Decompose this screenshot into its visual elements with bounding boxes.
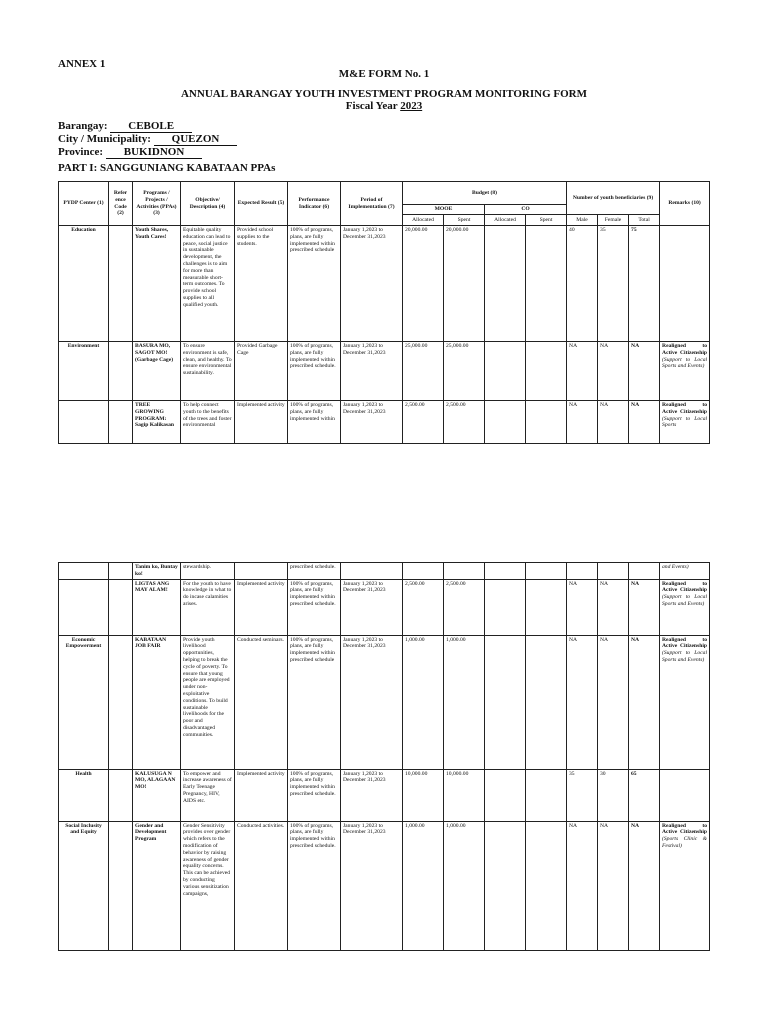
objective-cell: For the youth to have knowledge in what to do incase calamities arises. <box>181 579 235 635</box>
co-allocated-cell <box>485 579 526 635</box>
co-spent-cell <box>526 579 567 635</box>
period-cell <box>341 563 403 580</box>
performance-indicator-cell: 100% of programs, plans, are fully implemented within prescribed schedule. <box>288 769 341 821</box>
total-count-cell: NA <box>629 342 660 401</box>
mooe-spent-cell: 2,500.00 <box>444 401 485 444</box>
remarks-cell <box>660 563 710 580</box>
ppa-cell: Tanim ko, Buntay ko! <box>133 563 181 580</box>
mooe-spent-cell: 2,500.00 <box>444 579 485 635</box>
male-count-cell: NA <box>567 635 598 769</box>
location-block <box>58 120 237 159</box>
pydp-center-cell: Health <box>59 769 109 821</box>
remarks-cell <box>660 579 710 635</box>
pydp-center-cell: Education <box>59 226 109 342</box>
header-total: Total <box>629 215 660 226</box>
mooe-spent-cell: 10,000.00 <box>444 769 485 821</box>
pydp-center-cell: Environment <box>59 342 109 401</box>
annex-label: ANNEX 1 <box>58 58 106 70</box>
remarks-note: (Support to Local Sports and Events) <box>662 650 707 663</box>
ppa-cell: KABATAAN JOB FAIR <box>133 635 181 769</box>
ref-code-cell <box>109 821 133 950</box>
header-center: PYDP Center (1) <box>59 182 109 226</box>
period-cell: January 1,2023 to December 31,2023 <box>341 401 403 444</box>
performance-indicator-cell: 100% of programs, plans, are fully implemented within prescribed schedule <box>288 635 341 769</box>
performance-indicator-cell: 100% of programs, plans, are fully implemented within prescribed schedule <box>288 226 341 342</box>
header-co-spent: Spent <box>526 215 567 226</box>
city-value: QUEZON <box>154 133 238 146</box>
co-spent-cell <box>526 342 567 401</box>
province-label: Province: <box>58 146 104 158</box>
period-cell: January 1,2023 to December 31,2023 <box>341 821 403 950</box>
expected-result-cell: Implemented activity <box>235 769 288 821</box>
header-mooe-allocated: Allocated <box>403 215 444 226</box>
fiscal-year-line <box>0 100 768 112</box>
total-count-cell: NA <box>629 821 660 950</box>
header-female: Female <box>598 215 629 226</box>
header-indicator: Performance Indicator (6) <box>288 182 341 226</box>
form-title: ANNUAL BARANGAY YOUTH INVESTMENT PROGRAM MONITORING FORM <box>180 88 587 100</box>
total-count-cell: NA <box>629 579 660 635</box>
male-count-cell: NA <box>567 579 598 635</box>
co-allocated-cell <box>485 401 526 444</box>
co-spent-cell <box>526 821 567 950</box>
table-row <box>59 769 710 821</box>
objective-cell: Gender Sensitivity provides over gender which refers to the modification of behavior by raising awareness of gender equality concerns. This can be achieved by conducting various sensitization campaigns, <box>181 821 235 950</box>
male-count-cell: NA <box>567 821 598 950</box>
performance-indicator-cell: 100% of programs, plans, are fully implemented within <box>288 401 341 444</box>
header-result: Expected Result (5) <box>235 182 288 226</box>
period-cell: January 1,2023 to December 31,2023 <box>341 342 403 401</box>
pydp-center-cell <box>59 563 109 580</box>
period-cell: January 1,2023 to December 31,2023 <box>341 226 403 342</box>
period-cell: January 1,2023 to December 31,2023 <box>341 769 403 821</box>
remarks-note: (Support to Local Sports and Events) <box>662 594 707 607</box>
province-line <box>58 146 237 159</box>
ref-code-cell <box>109 563 133 580</box>
expected-result-cell: Provided Garbage Cage <box>235 342 288 401</box>
male-count-cell <box>567 563 598 580</box>
male-count-cell: NA <box>567 401 598 444</box>
city-label: City / Municipality: <box>58 133 151 145</box>
remarks-main: Realigned to Active Citizenship <box>662 402 708 415</box>
city-line <box>58 133 237 146</box>
remarks-main: Realigned to Active Citizenship <box>662 822 707 836</box>
total-count-cell: NA <box>629 401 660 444</box>
remarks-note: (Support to Local Sports <box>662 415 708 429</box>
co-allocated-cell <box>485 635 526 769</box>
expected-result-cell: Conducted seminars. <box>235 635 288 769</box>
mooe-allocated-cell: 1,000.00 <box>403 821 444 950</box>
total-count-cell: 75 <box>629 226 660 342</box>
fiscal-year-label: Fiscal Year <box>345 100 398 112</box>
mooe-allocated-cell: 20,000.00 <box>403 226 444 342</box>
mooe-allocated-cell: 2,500.00 <box>403 401 444 444</box>
ppa-cell: KALUSUGA N MO, ALAGAAN MO! <box>133 769 181 821</box>
co-spent-cell <box>526 635 567 769</box>
total-count-cell: 65 <box>629 769 660 821</box>
co-spent-cell <box>526 226 567 342</box>
header-objective: Objective/ Description (4) <box>181 182 235 226</box>
remarks-note: and Events) <box>662 564 689 570</box>
male-count-cell: NA <box>567 342 598 401</box>
co-spent-cell <box>526 401 567 444</box>
ref-code-cell <box>109 226 133 342</box>
female-count-cell: 35 <box>598 226 629 342</box>
objective-cell: To help connect youth to the benefits of the trees and foster environmental <box>181 401 235 444</box>
barangay-line <box>58 120 237 133</box>
part-title: PART I: SANGGUNIANG KABATAAN PPAs <box>58 162 276 174</box>
header-beneficiaries: Number of youth beneficiaries (9) <box>567 182 660 215</box>
remarks-main: Realigned to Active Citizenship <box>662 343 708 356</box>
mooe-spent-cell <box>444 563 485 580</box>
table-row <box>59 821 710 950</box>
co-allocated-cell <box>485 563 526 580</box>
header-co: CO <box>485 205 567 215</box>
female-count-cell <box>598 563 629 580</box>
header-remarks: Remarks (10) <box>660 182 710 226</box>
period-cell: January 1,2023 to December 31,2023 <box>341 579 403 635</box>
mooe-allocated-cell: 1,000.00 <box>403 635 444 769</box>
table-row <box>59 226 710 342</box>
ref-code-cell <box>109 401 133 444</box>
mooe-allocated-cell: 10,000.00 <box>403 769 444 821</box>
female-count-cell: NA <box>598 401 629 444</box>
ref-code-cell <box>109 635 133 769</box>
ppa-cell: Youth Shares, Youth Cares! <box>133 226 181 342</box>
remarks-cell <box>660 821 710 950</box>
total-count-cell: NA <box>629 635 660 769</box>
female-count-cell: NA <box>598 579 629 635</box>
ppa-table-page2 <box>58 562 710 951</box>
ppa-cell: Gender and Development Program <box>133 821 181 950</box>
male-count-cell: 40 <box>567 226 598 342</box>
pydp-center-cell <box>59 401 109 444</box>
remarks-cell <box>660 342 710 401</box>
female-count-cell: NA <box>598 821 629 950</box>
female-count-cell: NA <box>598 635 629 769</box>
co-allocated-cell <box>485 226 526 342</box>
ppa-table-page1 <box>58 181 710 444</box>
remarks-cell <box>660 635 710 769</box>
table-row <box>59 401 710 444</box>
remarks-main: Realigned to Active Citizenship <box>662 636 707 650</box>
total-count-cell <box>629 563 660 580</box>
objective-cell: To empower and increase awareness of Early Teenage Pregnancy, HIV, AIDS etc. <box>181 769 235 821</box>
performance-indicator-cell: prescribed schedule. <box>288 563 341 580</box>
mooe-spent-cell: 1,000.00 <box>444 821 485 950</box>
expected-result-cell: Implemented activity <box>235 579 288 635</box>
form-number: M&E FORM No. 1 <box>338 68 430 80</box>
table-row <box>59 563 710 580</box>
co-allocated-cell <box>485 821 526 950</box>
performance-indicator-cell: 100% of programs, plans, are fully implemented within prescribed schedule. <box>288 342 341 401</box>
expected-result-cell: Conducted activities. <box>235 821 288 950</box>
ppa-cell: BASURA MO, SAGOT MO! (Garbage Cage) <box>133 342 181 401</box>
remarks-note: (Sports Clinic & Festival) <box>662 836 707 849</box>
header-male: Male <box>567 215 598 226</box>
objective-cell: stewardship. <box>181 563 235 580</box>
performance-indicator-cell: 100% of programs, plans, are fully implemented within prescribed schedule. <box>288 579 341 635</box>
objective-cell: Provide youth livelihood opportunities, helping to break the cycle of poverty. To ensure that young people are employed under non-exploitative conditions. To build sustainable livelihoods for the poor and disadvantaged communities. <box>181 635 235 769</box>
mooe-spent-cell: 25,000.00 <box>444 342 485 401</box>
objective-cell: To ensure environment is safe, clean, and healthy. To ensure environmental sustainability. <box>181 342 235 401</box>
ppa-cell: TREE GROWING PROGRAM: Sagip Kalikasan <box>133 401 181 444</box>
header-ppa: Programs / Projects / Activities (PPAs) (3) <box>133 182 181 226</box>
header-ref: Refer ence Code (2) <box>109 182 133 226</box>
ppa-cell: LIGTAS ANG MAY ALAM! <box>133 579 181 635</box>
fiscal-year-value: 2023 <box>400 100 423 112</box>
header-budget: Budget (8) <box>403 182 567 205</box>
expected-result-cell: Provided school supplies to the students. <box>235 226 288 342</box>
male-count-cell: 35 <box>567 769 598 821</box>
ref-code-cell <box>109 342 133 401</box>
remarks-cell <box>660 226 710 342</box>
header-co-allocated: Allocated <box>485 215 526 226</box>
mooe-allocated-cell: 25,000.00 <box>403 342 444 401</box>
pydp-center-cell: Social Inclusity and Equity <box>59 821 109 950</box>
province-value: BUKIDNON <box>106 146 203 159</box>
mooe-allocated-cell: 2,500.00 <box>403 579 444 635</box>
ref-code-cell <box>109 579 133 635</box>
ref-code-cell <box>109 769 133 821</box>
barangay-label: Barangay: <box>58 120 108 132</box>
header-mooe-spent: Spent <box>444 215 485 226</box>
remarks-cell <box>660 401 710 444</box>
performance-indicator-cell: 100% of programs, plans, are fully implemented within prescribed schedule. <box>288 821 341 950</box>
mooe-spent-cell: 1,000.00 <box>444 635 485 769</box>
mooe-spent-cell: 20,000.00 <box>444 226 485 342</box>
co-spent-cell <box>526 563 567 580</box>
objective-cell: Equitable quality education can lead to peace, social justice in sustainable development, the challenges is to aim for more than measurable short-term outcomes. To provide school supplies to all qualified youth. <box>181 226 235 342</box>
pydp-center-cell <box>59 579 109 635</box>
co-allocated-cell <box>485 342 526 401</box>
barangay-value: CEBOLE <box>110 120 192 133</box>
remarks-cell <box>660 769 710 821</box>
period-cell: January 1,2023 to December 31,2023 <box>341 635 403 769</box>
remarks-main: Realigned to Active Citizenship <box>662 580 707 594</box>
header-period: Period of Implementation (7) <box>341 182 403 226</box>
co-spent-cell <box>526 769 567 821</box>
female-count-cell: 30 <box>598 769 629 821</box>
mooe-allocated-cell <box>403 563 444 580</box>
table-row <box>59 579 710 635</box>
female-count-cell: NA <box>598 342 629 401</box>
co-allocated-cell <box>485 769 526 821</box>
expected-result-cell: Implemented activity <box>235 401 288 444</box>
table-row <box>59 635 710 769</box>
pydp-center-cell: Economic Empowerment <box>59 635 109 769</box>
expected-result-cell <box>235 563 288 580</box>
table-row <box>59 342 710 401</box>
header-mooe: MOOE <box>403 205 485 215</box>
remarks-note: (Support to Local Sports and Events) <box>662 356 708 370</box>
